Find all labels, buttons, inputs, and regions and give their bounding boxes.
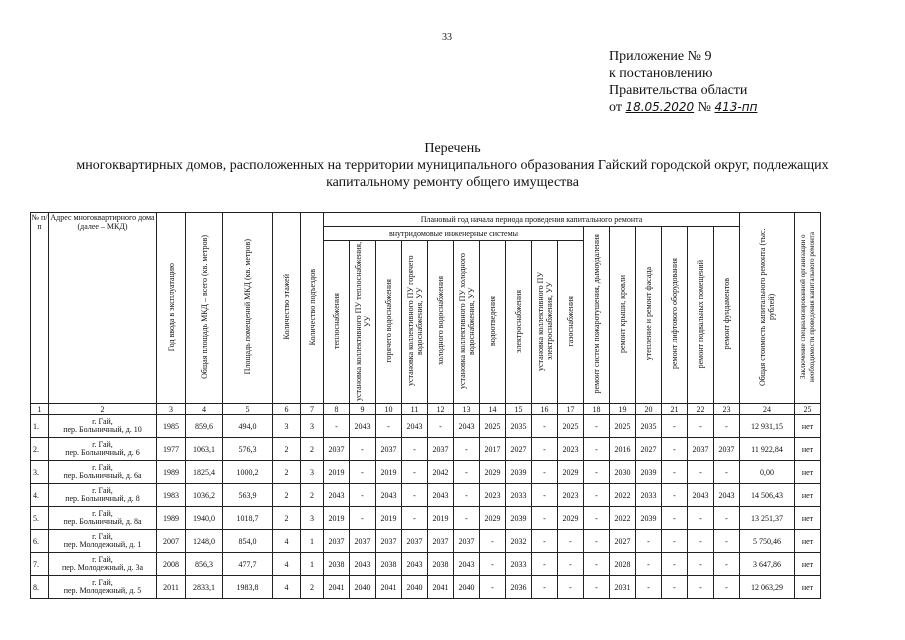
table-cell: 2037 bbox=[454, 530, 480, 553]
table-cell: 12 063,29 bbox=[740, 576, 795, 599]
table-cell: - bbox=[584, 507, 610, 530]
table-cell: - bbox=[688, 415, 714, 438]
table-cell: - bbox=[662, 461, 688, 484]
row-address bbox=[49, 530, 157, 553]
table-cell: 2037 bbox=[714, 438, 740, 461]
table-cell: 2019 bbox=[376, 461, 402, 484]
column-number: 6 bbox=[273, 404, 301, 415]
table-cell: 2008 bbox=[157, 553, 186, 576]
table-cell: 2007 bbox=[157, 530, 186, 553]
table-cell: 2027 bbox=[636, 438, 662, 461]
table-cell: 2033 bbox=[506, 484, 532, 507]
table-cell: 2043 bbox=[688, 484, 714, 507]
column-number: 22 bbox=[688, 404, 714, 415]
table-cell: 2025 bbox=[558, 415, 584, 438]
table-cell: 2036 bbox=[506, 576, 532, 599]
table-cell: - bbox=[454, 438, 480, 461]
table-cell: 2038 bbox=[428, 553, 454, 576]
header-roof: ремонт крыши, кровли bbox=[610, 227, 636, 404]
column-number: 8 bbox=[324, 404, 350, 415]
table-cell: 13 251,37 bbox=[740, 507, 795, 530]
table-cell: 5 750,46 bbox=[740, 530, 795, 553]
appendix-line-4 bbox=[609, 99, 757, 116]
table-cell: 2043 bbox=[402, 553, 428, 576]
repair-table bbox=[30, 212, 821, 599]
header-basement: ремонт подвальных помещений bbox=[688, 227, 714, 404]
header-entrances: Количество подъездов bbox=[301, 213, 324, 404]
table-cell: 1983 bbox=[157, 484, 186, 507]
table-cell: 2038 bbox=[376, 553, 402, 576]
address-street: пер. Больничный, д. 8а bbox=[63, 517, 142, 526]
table-cell: 2 bbox=[301, 576, 324, 599]
row-address bbox=[49, 461, 157, 484]
table-cell: 4 bbox=[273, 576, 301, 599]
table-cell: - bbox=[480, 576, 506, 599]
table-cell: 563,9 bbox=[223, 484, 273, 507]
row-address bbox=[49, 438, 157, 461]
table-cell: 2029 bbox=[558, 461, 584, 484]
table-cell: - bbox=[402, 461, 428, 484]
table-cell: - bbox=[532, 415, 558, 438]
column-number: 20 bbox=[636, 404, 662, 415]
table-cell: - bbox=[402, 438, 428, 461]
table-cell: - bbox=[714, 576, 740, 599]
table-cell: 2025 bbox=[610, 415, 636, 438]
table-cell: - bbox=[662, 576, 688, 599]
table-cell: 1036,2 bbox=[186, 484, 223, 507]
table-cell: 2029 bbox=[480, 461, 506, 484]
table-cell: - bbox=[454, 507, 480, 530]
decree-date: 18.05.2020 bbox=[625, 100, 695, 114]
table-cell: 477,7 bbox=[223, 553, 273, 576]
table-cell: 2038 bbox=[324, 553, 350, 576]
header-cold-water: холодного водоснабжения bbox=[428, 241, 454, 404]
column-numbers-row bbox=[31, 404, 821, 415]
row-number: 5. bbox=[31, 507, 49, 530]
table-cell: - bbox=[662, 415, 688, 438]
table-cell: - bbox=[714, 553, 740, 576]
table-cell: - bbox=[454, 461, 480, 484]
table-cell: 2037 bbox=[428, 530, 454, 553]
table-cell: - bbox=[688, 576, 714, 599]
table-cell: нет bbox=[795, 530, 821, 553]
table-cell: 854,0 bbox=[223, 530, 273, 553]
table-cell: - bbox=[584, 461, 610, 484]
table-cell: 494,0 bbox=[223, 415, 273, 438]
column-number: 5 bbox=[223, 404, 273, 415]
appendix-block bbox=[609, 48, 757, 116]
table-cell: - bbox=[558, 576, 584, 599]
appendix-line-3: Правительства области bbox=[609, 83, 748, 98]
table-cell: 2043 bbox=[376, 484, 402, 507]
table-cell: 2043 bbox=[402, 415, 428, 438]
table-cell: 2037 bbox=[324, 530, 350, 553]
table-cell: 12 931,15 bbox=[740, 415, 795, 438]
table-cell: 2011 bbox=[157, 576, 186, 599]
address-city: г. Гай, bbox=[92, 555, 113, 564]
row-number: 7. bbox=[31, 553, 49, 576]
table-cell: 2037 bbox=[376, 530, 402, 553]
table-cell: 2028 bbox=[610, 553, 636, 576]
table-cell: - bbox=[480, 553, 506, 576]
table-cell: - bbox=[584, 415, 610, 438]
table-cell: - bbox=[558, 530, 584, 553]
column-number: 13 bbox=[454, 404, 480, 415]
table-cell: 1248,0 bbox=[186, 530, 223, 553]
table-cell: нет bbox=[795, 438, 821, 461]
table-cell: - bbox=[532, 438, 558, 461]
table-cell: нет bbox=[795, 484, 821, 507]
column-number: 2 bbox=[49, 404, 157, 415]
table-cell: 2041 bbox=[428, 576, 454, 599]
table-cell: - bbox=[714, 415, 740, 438]
column-number: 10 bbox=[376, 404, 402, 415]
table-cell: 2033 bbox=[506, 553, 532, 576]
table-cell: - bbox=[688, 461, 714, 484]
table-cell: нет bbox=[795, 415, 821, 438]
table-cell: 2039 bbox=[636, 461, 662, 484]
table-cell: - bbox=[402, 507, 428, 530]
header-foundation: ремонт фундаментов bbox=[714, 227, 740, 404]
table-cell: - bbox=[688, 553, 714, 576]
table-cell: 576,3 bbox=[223, 438, 273, 461]
table-cell: 2041 bbox=[376, 576, 402, 599]
table-row bbox=[31, 461, 821, 484]
table-cell: - bbox=[558, 553, 584, 576]
column-number: 3 bbox=[157, 404, 186, 415]
table-cell: - bbox=[714, 461, 740, 484]
table-cell: 2022 bbox=[610, 484, 636, 507]
table-cell: 1 bbox=[301, 530, 324, 553]
table-cell: 2030 bbox=[610, 461, 636, 484]
table-cell: 2019 bbox=[428, 507, 454, 530]
table-cell: 4 bbox=[273, 553, 301, 576]
column-number: 16 bbox=[532, 404, 558, 415]
header-address: Адрес многоквартирного дома (далее – МКД) bbox=[49, 213, 157, 404]
table-cell: 3 bbox=[273, 415, 301, 438]
table-cell: 14 506,43 bbox=[740, 484, 795, 507]
row-number: 4. bbox=[31, 484, 49, 507]
title-line-3: капитальному ремонту общего имущества bbox=[326, 175, 579, 190]
table-cell: 856,3 bbox=[186, 553, 223, 576]
table-row bbox=[31, 576, 821, 599]
table-cell: - bbox=[714, 507, 740, 530]
table-cell: нет bbox=[795, 507, 821, 530]
table-cell: - bbox=[350, 438, 376, 461]
table-cell: 2037 bbox=[376, 438, 402, 461]
table-row bbox=[31, 553, 821, 576]
table-cell: 2023 bbox=[558, 438, 584, 461]
header-meter-hot: установка коллективного ПУ горячего водоснабжения, УУ bbox=[402, 241, 428, 404]
header-num: № п/п bbox=[31, 213, 49, 404]
table-cell: 3 bbox=[301, 461, 324, 484]
table-cell: 2037 bbox=[350, 530, 376, 553]
table-cell: нет bbox=[795, 576, 821, 599]
table-cell: - bbox=[662, 530, 688, 553]
address-city: г. Гай, bbox=[92, 509, 113, 518]
header-fire: ремонт систем пожаротушения, дымоудаления bbox=[584, 227, 610, 404]
table-cell: 0,00 bbox=[740, 461, 795, 484]
address-city: г. Гай, bbox=[92, 440, 113, 449]
table-row bbox=[31, 415, 821, 438]
table-cell: - bbox=[428, 415, 454, 438]
address-street: пер. Больничный, д. 10 bbox=[63, 425, 142, 434]
table-cell: 2022 bbox=[610, 507, 636, 530]
table-cell: - bbox=[350, 461, 376, 484]
table-cell: 2043 bbox=[324, 484, 350, 507]
title-line-2: многоквартирных домов, расположенных на территории муниципального образования Гайский городской округ, подлежащих bbox=[76, 158, 829, 173]
address-street: пер. Больничный, д. 8 bbox=[65, 494, 140, 503]
row-number: 2. bbox=[31, 438, 49, 461]
header-engineering: внутридомовые инженерные системы bbox=[324, 227, 584, 241]
table-row bbox=[31, 484, 821, 507]
address-city: г. Гай, bbox=[92, 463, 113, 472]
table-cell: 2 bbox=[273, 507, 301, 530]
table-cell: 2043 bbox=[454, 415, 480, 438]
table-cell: - bbox=[584, 484, 610, 507]
table-cell: - bbox=[480, 530, 506, 553]
header-hot-water: горячего водоснабжения bbox=[376, 241, 402, 404]
table-cell: 2043 bbox=[454, 553, 480, 576]
table-cell: 2035 bbox=[636, 415, 662, 438]
table-cell: 2039 bbox=[506, 507, 532, 530]
table-cell: 2043 bbox=[714, 484, 740, 507]
table-cell: - bbox=[376, 415, 402, 438]
table-cell: 2031 bbox=[610, 576, 636, 599]
table-cell: 2043 bbox=[428, 484, 454, 507]
table-cell: 2037 bbox=[324, 438, 350, 461]
column-number: 11 bbox=[402, 404, 428, 415]
table-cell: 2042 bbox=[428, 461, 454, 484]
header-facade: утепление и ремонт фасада bbox=[636, 227, 662, 404]
table-cell: - bbox=[688, 530, 714, 553]
table-cell: - bbox=[688, 507, 714, 530]
table-cell: 2 bbox=[273, 484, 301, 507]
table-cell: 2 bbox=[273, 461, 301, 484]
table-cell: 859,6 bbox=[186, 415, 223, 438]
table-cell: 1983,8 bbox=[223, 576, 273, 599]
table-cell: 1989 bbox=[157, 461, 186, 484]
column-number: 9 bbox=[350, 404, 376, 415]
table-cell: 2023 bbox=[558, 484, 584, 507]
row-number: 6. bbox=[31, 530, 49, 553]
table-cell: - bbox=[532, 507, 558, 530]
table-cell: 1985 bbox=[157, 415, 186, 438]
decree-number: 413-пп bbox=[714, 100, 758, 114]
table-cell: 2043 bbox=[350, 553, 376, 576]
table-cell: 2039 bbox=[506, 461, 532, 484]
table-cell: - bbox=[662, 438, 688, 461]
table-row bbox=[31, 507, 821, 530]
table-cell: - bbox=[584, 530, 610, 553]
table-cell: 2037 bbox=[688, 438, 714, 461]
title-heading: Перечень bbox=[424, 141, 481, 156]
table-cell: - bbox=[532, 576, 558, 599]
number-label: № bbox=[697, 100, 712, 115]
column-number: 19 bbox=[610, 404, 636, 415]
row-number: 1. bbox=[31, 415, 49, 438]
address-street: пер. Молодежный, д. 5 bbox=[63, 586, 142, 595]
address-city: г. Гай, bbox=[92, 578, 113, 587]
table-cell: 1989 bbox=[157, 507, 186, 530]
address-street: пер. Молодежный, д. 1 bbox=[63, 540, 142, 549]
column-number: 21 bbox=[662, 404, 688, 415]
header-gas: газоснабжения bbox=[558, 241, 584, 404]
table-cell: - bbox=[532, 553, 558, 576]
table-cell: 2017 bbox=[480, 438, 506, 461]
table-cell: - bbox=[402, 484, 428, 507]
table-cell: 2029 bbox=[480, 507, 506, 530]
table-cell: - bbox=[662, 507, 688, 530]
table-cell: 2043 bbox=[350, 415, 376, 438]
column-number: 15 bbox=[506, 404, 532, 415]
column-number: 14 bbox=[480, 404, 506, 415]
table-cell: - bbox=[350, 507, 376, 530]
table-cell: 2041 bbox=[324, 576, 350, 599]
address-city: г. Гай, bbox=[92, 486, 113, 495]
table-cell: 2040 bbox=[350, 576, 376, 599]
table-cell: 1063,1 bbox=[186, 438, 223, 461]
table-cell: - bbox=[636, 576, 662, 599]
row-address bbox=[49, 415, 157, 438]
table-cell: 1018,7 bbox=[223, 507, 273, 530]
table-cell: 2019 bbox=[324, 461, 350, 484]
header-premises-area: Площадь помещений МКД (кв. метров) bbox=[223, 213, 273, 404]
table-cell: - bbox=[324, 415, 350, 438]
table-cell: 1940,0 bbox=[186, 507, 223, 530]
table-cell: 2027 bbox=[506, 438, 532, 461]
column-number: 23 bbox=[714, 404, 740, 415]
table-cell: 2040 bbox=[454, 576, 480, 599]
table-cell: 2833,1 bbox=[186, 576, 223, 599]
header-electric: электроснабжения bbox=[506, 241, 532, 404]
table-cell: 2025 bbox=[480, 415, 506, 438]
table-cell: 2037 bbox=[402, 530, 428, 553]
address-street: пер. Больничный, д. 6 bbox=[65, 448, 140, 457]
table-cell: - bbox=[584, 576, 610, 599]
table-cell: - bbox=[532, 484, 558, 507]
from-label: от bbox=[609, 100, 622, 115]
table-cell: - bbox=[662, 484, 688, 507]
column-number: 7 bbox=[301, 404, 324, 415]
appendix-line-1: Приложение № 9 bbox=[609, 49, 712, 64]
document-title bbox=[0, 140, 905, 191]
table-cell: 1977 bbox=[157, 438, 186, 461]
table-cell: - bbox=[532, 530, 558, 553]
address-street: пер. Больничный, д. 6а bbox=[63, 471, 142, 480]
row-address bbox=[49, 553, 157, 576]
appendix-line-2: к постановлению bbox=[609, 66, 713, 81]
column-number: 4 bbox=[186, 404, 223, 415]
header-drainage: водоотведения bbox=[480, 241, 506, 404]
table-cell: - bbox=[714, 530, 740, 553]
header-heat: теплоснабжения bbox=[324, 241, 350, 404]
table-cell: 11 922,84 bbox=[740, 438, 795, 461]
table-cell: 2016 bbox=[610, 438, 636, 461]
header-total-area: Общая площадь МКД – всего (кв. метров) bbox=[186, 213, 223, 404]
table-row bbox=[31, 530, 821, 553]
address-street: пер. Молодежный, д. 3а bbox=[61, 563, 144, 572]
table-cell: 2037 bbox=[428, 438, 454, 461]
table-cell: 3 bbox=[301, 507, 324, 530]
header-conclusion: Заключение специализированной организации о необходимости проведения капитального ремонта bbox=[795, 213, 821, 404]
table-cell: 2032 bbox=[506, 530, 532, 553]
header-floors: Количество этажей bbox=[273, 213, 301, 404]
table-cell: - bbox=[454, 484, 480, 507]
table-cell: 2019 bbox=[324, 507, 350, 530]
table-cell: - bbox=[532, 461, 558, 484]
page-number: 33 bbox=[442, 32, 452, 43]
table-cell: 3 647,86 bbox=[740, 553, 795, 576]
table-cell: - bbox=[350, 484, 376, 507]
table-cell: 2 bbox=[273, 438, 301, 461]
row-number: 3. bbox=[31, 461, 49, 484]
table-cell: 1825,4 bbox=[186, 461, 223, 484]
column-number: 12 bbox=[428, 404, 454, 415]
header-planned-year: Плановый год начала периода проведения капитального ремонта bbox=[324, 213, 740, 227]
row-address bbox=[49, 576, 157, 599]
column-number: 25 bbox=[795, 404, 821, 415]
column-number: 24 bbox=[740, 404, 795, 415]
table-cell: - bbox=[636, 530, 662, 553]
header-meter-cold: установка коллективного ПУ холодного водоснабжения, УУ bbox=[454, 241, 480, 404]
table-cell: - bbox=[584, 438, 610, 461]
column-number: 1 bbox=[31, 404, 49, 415]
table-cell: - bbox=[584, 553, 610, 576]
table-cell: 1000,2 bbox=[223, 461, 273, 484]
address-city: г. Гай, bbox=[92, 532, 113, 541]
column-number: 17 bbox=[558, 404, 584, 415]
header-cost: Общая стоимость капитального ремонта (тыс. рублей) bbox=[740, 213, 795, 404]
table-cell: 2035 bbox=[506, 415, 532, 438]
address-city: г. Гай, bbox=[92, 417, 113, 426]
column-number: 18 bbox=[584, 404, 610, 415]
table-cell: 2033 bbox=[636, 484, 662, 507]
header-meter-heat: установка коллективного ПУ теплоснабжения, УУ bbox=[350, 241, 376, 404]
table-cell: 2029 bbox=[558, 507, 584, 530]
header-year: Год ввода в эксплуатацию bbox=[157, 213, 186, 404]
table-cell: 3 bbox=[301, 415, 324, 438]
row-address bbox=[49, 507, 157, 530]
row-address bbox=[49, 484, 157, 507]
table-cell: 2 bbox=[301, 484, 324, 507]
table-cell: нет bbox=[795, 461, 821, 484]
table-cell: 2019 bbox=[376, 507, 402, 530]
table-cell: 2040 bbox=[402, 576, 428, 599]
header-meter-elec: установка коллективного ПУ электроснабжения, УУ bbox=[532, 241, 558, 404]
table-row bbox=[31, 438, 821, 461]
table-cell: 2 bbox=[301, 438, 324, 461]
row-number: 8. bbox=[31, 576, 49, 599]
table-cell: 2023 bbox=[480, 484, 506, 507]
table-cell: 2027 bbox=[610, 530, 636, 553]
table-cell: - bbox=[662, 553, 688, 576]
table-cell: 4 bbox=[273, 530, 301, 553]
table-cell: - bbox=[636, 553, 662, 576]
header-elevator: ремонт лифтового оборудования bbox=[662, 227, 688, 404]
table-cell: 2039 bbox=[636, 507, 662, 530]
table-cell: 1 bbox=[301, 553, 324, 576]
table-cell: нет bbox=[795, 553, 821, 576]
